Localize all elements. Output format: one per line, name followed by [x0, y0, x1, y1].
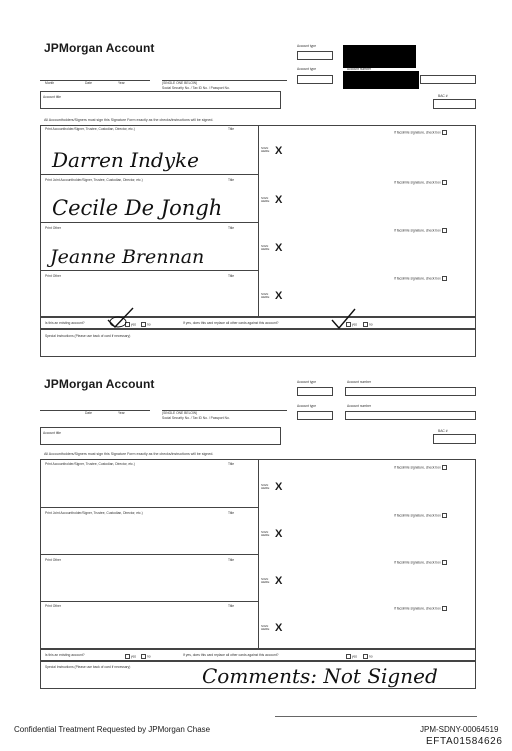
form2-ssn-label-1: (SINGLE ONE BELOW): [162, 411, 198, 415]
footer-bates-number: EFTA01584626: [426, 736, 503, 747]
form2-joint-yes[interactable]: yes: [124, 654, 136, 659]
form1-title-label-3: Title: [228, 226, 235, 230]
form2-account-number-field[interactable]: [345, 387, 476, 396]
form2-x-mark-1[interactable]: X: [275, 481, 283, 493]
form1-facsimile-checkbox-4[interactable]: [442, 276, 447, 281]
form2-x-mark-2[interactable]: X: [275, 528, 283, 540]
form1-row-line-2: [40, 222, 258, 223]
form1-account-type-field-2[interactable]: [297, 75, 333, 84]
form1-year-label: Year: [118, 81, 125, 85]
form1-print-name-2: Print Joint Accountholder/Signer, Trustee, Custodian, Director, etc.): [45, 178, 143, 182]
form2-instruction: All Accountholders/Signers must sign this Signature Form exactly as the checks/instructions will be signed.: [44, 452, 214, 456]
form1-bac-field[interactable]: [433, 99, 476, 109]
form2-row-line-2: [40, 554, 258, 555]
form2-comment-handwritten: Comments: Not Signed: [202, 664, 438, 688]
form1-facsimile-4: If facsimile signature, check box: [394, 276, 447, 281]
form1-print-name-1: Print Accountholder/Signer, Trustee, Custodian, Director, etc.): [45, 127, 135, 131]
form1-account-title-field[interactable]: [40, 91, 281, 109]
form1-redaction-2: [343, 71, 419, 89]
form1-sign-here-4: SIGN HERE: [261, 292, 270, 300]
form1-signature-1: Darren Indyke: [52, 148, 199, 172]
form1-date-line: [40, 80, 150, 81]
form1-print-name-3: Print Other: [45, 226, 61, 230]
form2-row-line-1: [40, 507, 258, 508]
form2-row-line-3: [40, 601, 258, 602]
form2-replace-yes[interactable]: yes: [345, 654, 357, 659]
form1-facsimile-checkbox-1[interactable]: [442, 130, 447, 135]
form1-print-name-4: Print Other: [45, 274, 61, 278]
form1-account-title-label: Account title: [43, 95, 61, 99]
form1-sign-here-1: SIGN HERE: [261, 146, 270, 154]
form2-print-name-3: Print Other: [45, 558, 61, 562]
form1-replace-no[interactable]: no: [362, 322, 373, 327]
footer-confidential: Confidential Treatment Requested by JPMorgan Chase: [14, 725, 211, 734]
form2-account-number-field-2[interactable]: [345, 411, 476, 420]
form2-x-mark-3[interactable]: X: [275, 575, 283, 587]
form2-sign-here-4: SIGN HERE: [261, 624, 270, 632]
form2-account-title-label: Account title: [43, 431, 61, 435]
form2-account-type-label-2: Account type: [297, 404, 317, 408]
form2-facsimile-1: If facsimile signature, check box: [394, 465, 447, 470]
form1-row-line-3: [40, 270, 258, 271]
form1-account-number-label: Account number: [347, 67, 372, 71]
form2-print-name-4: Print Other: [45, 604, 61, 608]
form1-account-number-field[interactable]: [420, 75, 476, 84]
form2-account-type-label: Account type: [297, 380, 317, 384]
form2-facsimile-checkbox-3[interactable]: [442, 560, 447, 565]
form1-ssn-label-2: Social Security No. / Tax ID No. / Passport No.: [162, 86, 230, 90]
form2-facsimile-checkbox-2[interactable]: [442, 513, 447, 518]
form1-redaction-1: [343, 45, 416, 68]
form1-signature-3: Jeanne Brennan: [50, 246, 205, 268]
form2-grid-divider: [258, 459, 259, 649]
form1-instruction: All Accountholders/Signers must sign this Signature Form exactly as the checks/instructions will be signed.: [44, 118, 214, 122]
form1-replace-question: If yes, does this card replace all other cards against this account?: [183, 321, 279, 325]
form1-sign-here-2: SIGN HERE: [261, 196, 270, 204]
form2-print-name-1: Print Accountholder/Signer, Trustee, Custodian, Director, etc.): [45, 462, 135, 466]
form1-title-label-2: Title: [228, 178, 235, 182]
form1-title-label-4: Title: [228, 274, 235, 278]
form2-ssn-label-2: Social Security No. / Tax ID No. / Passport No.: [162, 416, 230, 420]
form1-row-line-1: [40, 174, 258, 175]
form1-facsimile-1: If facsimile signature, check box: [394, 130, 447, 135]
form2-title-label-2: Title: [228, 511, 235, 515]
form2-title-label-3: Title: [228, 558, 235, 562]
form1-month-label: Month: [45, 81, 55, 85]
form1-special-instructions-label: Special Instructions (Please use back of card if necessary): [45, 334, 131, 338]
form2-bac-label: BAC #: [438, 429, 448, 433]
form1-x-mark-4[interactable]: X: [275, 290, 283, 302]
form1-replace-yes[interactable]: yes: [345, 322, 357, 327]
form1-facsimile-checkbox-3[interactable]: [442, 228, 447, 233]
form2-facsimile-checkbox-1[interactable]: [442, 465, 447, 470]
form1-x-mark-2[interactable]: X: [275, 194, 283, 206]
form1-joint-question: Is this an existing account?: [45, 321, 85, 325]
form2-special-instructions-label: Special Instructions (Please use back of card if necessary): [45, 665, 131, 669]
form1-date-label: Date: [85, 81, 92, 85]
form2-title: JPMorgan Account: [44, 377, 155, 391]
form2-bac-field[interactable]: [433, 434, 476, 444]
form2-facsimile-4: If facsimile signature, check box: [394, 606, 447, 611]
form2-date-line: [40, 410, 150, 411]
form2-facsimile-2: If facsimile signature, check box: [394, 513, 447, 518]
form2-print-name-2: Print Joint Accountholder/Signer, Trustee, Custodian, Director, etc.): [45, 511, 143, 515]
footer-doc-id: JPM-SDNY-00064519: [420, 725, 499, 734]
form2-joint-no[interactable]: no: [140, 654, 151, 659]
form1-title: JPMorgan Account: [44, 41, 155, 55]
form2-sign-here-2: SIGN HERE: [261, 530, 270, 538]
form1-x-mark-1[interactable]: X: [275, 145, 283, 157]
form1-facsimile-3: If facsimile signature, check box: [394, 228, 447, 233]
form2-sign-here-3: SIGN HERE: [261, 577, 270, 585]
form1-sign-here-3: SIGN HERE: [261, 244, 270, 252]
form1-grid-divider: [258, 125, 259, 317]
form1-bac-label: BAC #: [438, 94, 448, 98]
form2-account-number-label: Account number: [347, 380, 372, 384]
form1-account-type-label: Account type: [297, 44, 317, 48]
form2-title-label-4: Title: [228, 604, 235, 608]
form1-x-mark-3[interactable]: X: [275, 242, 283, 254]
form2-account-type-field[interactable]: [297, 387, 333, 396]
form1-facsimile-2: If facsimile signature, check box: [394, 180, 447, 185]
form2-x-mark-4[interactable]: X: [275, 622, 283, 634]
form2-facsimile-checkbox-4[interactable]: [442, 606, 447, 611]
form2-account-type-field-2[interactable]: [297, 411, 333, 420]
form1-facsimile-checkbox-2[interactable]: [442, 180, 447, 185]
form1-signature-2: Cecile De Jongh: [52, 196, 223, 220]
form2-year-label: Year: [118, 411, 125, 415]
form1-checkmark-icon-yes: [106, 306, 136, 330]
form2-account-number-label-2: Account number: [347, 404, 372, 408]
form2-title-label-1: Title: [228, 462, 235, 466]
form2-joint-question: Is this an existing account?: [45, 653, 85, 657]
form1-joint-yes[interactable]: yes: [124, 322, 136, 327]
footer-rule: [275, 716, 477, 717]
form2-account-title-field[interactable]: [40, 427, 281, 445]
form2-replace-no[interactable]: no: [362, 654, 373, 659]
form2-replace-question: If yes, does this card replace all other cards against this account?: [183, 653, 279, 657]
form1-account-type-field[interactable]: [297, 51, 333, 60]
form2-date-label: Date: [85, 411, 92, 415]
form1-checkmark-icon-replace: [330, 307, 358, 331]
form1-ssn-label-1: (SINGLE ONE BELOW): [162, 81, 198, 85]
form2-facsimile-3: If facsimile signature, check box: [394, 560, 447, 565]
form1-joint-no[interactable]: no: [140, 322, 151, 327]
form2-sign-here-1: SIGN HERE: [261, 483, 270, 491]
form1-account-type-label-2: Account type: [297, 67, 317, 71]
form1-title-label-1: Title: [228, 127, 235, 131]
